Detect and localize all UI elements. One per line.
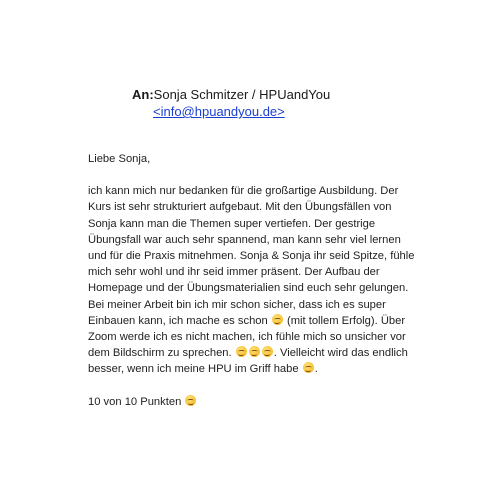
letter-line: ich kann mich nur bedanken für die großartige Ausbildung. Der — [88, 185, 399, 198]
letter-text: . — [314, 363, 318, 376]
letter-line: Homepage und der Übungsmaterialien sind euch sehr gelungen. — [88, 282, 409, 295]
letter-text: . Vielleicht wird das endlich — [273, 347, 408, 360]
email-header — [132, 86, 330, 120]
rating-text: 10 von 10 Punkten — [88, 395, 182, 408]
letter-line — [88, 361, 418, 377]
letter-line: Zoom werde ich es nicht machen, ich fühle mich so unsicher vor — [88, 331, 406, 344]
letter-line: Sonja kann man die Themen super vertiefen. Der gestrige — [88, 217, 376, 230]
letter-text: besser, wenn ich meine HPU im Griff habe — [88, 363, 299, 376]
letter-line: Bei meiner Arbeit bin ich mir schon sicher, dass ich es super — [88, 298, 386, 311]
letter-text: Einbauen kann, ich mache es schon — [88, 314, 268, 327]
letter-text: dem Bildschirm zu sprechen. — [88, 347, 232, 360]
recipient-email-link[interactable]: <info@hpuandyou.de> — [153, 104, 285, 119]
smiling-face-emoji-icon — [185, 395, 196, 406]
rating-line — [88, 394, 418, 410]
letter-body — [88, 151, 418, 410]
smiling-face-emoji-icon — [303, 362, 314, 373]
letter-text: (mit tollem Erfolg). Über — [286, 314, 406, 327]
smiling-face-emoji-icon — [272, 314, 283, 325]
recipient-name: Sonja Schmitzer / HPUandYou — [153, 87, 331, 102]
to-label: An: — [132, 87, 154, 102]
letter-line: mich sehr wohl und ihr seid immer präsent. Der Aufbau der — [88, 266, 380, 279]
letter-line — [88, 345, 418, 361]
letter-line: Kurs ist sehr strukturiert aufgebaut. Mit den Übungsfällen von — [88, 201, 392, 214]
letter-line: Übungsfall war auch sehr spannend, man kann sehr viel lernen — [88, 233, 401, 246]
smiling-face-emoji-icon — [249, 346, 260, 357]
letter-paragraph — [88, 183, 418, 377]
letter-line — [88, 313, 418, 329]
smiling-face-emoji-icon — [262, 346, 273, 357]
smiling-face-emoji-icon — [236, 346, 247, 357]
greeting: Liebe Sonja, — [88, 153, 151, 165]
letter-line: und für die Praxis mitnehmen. Sonja & Sonja ihr seid Spitze, fühle — [88, 250, 415, 263]
